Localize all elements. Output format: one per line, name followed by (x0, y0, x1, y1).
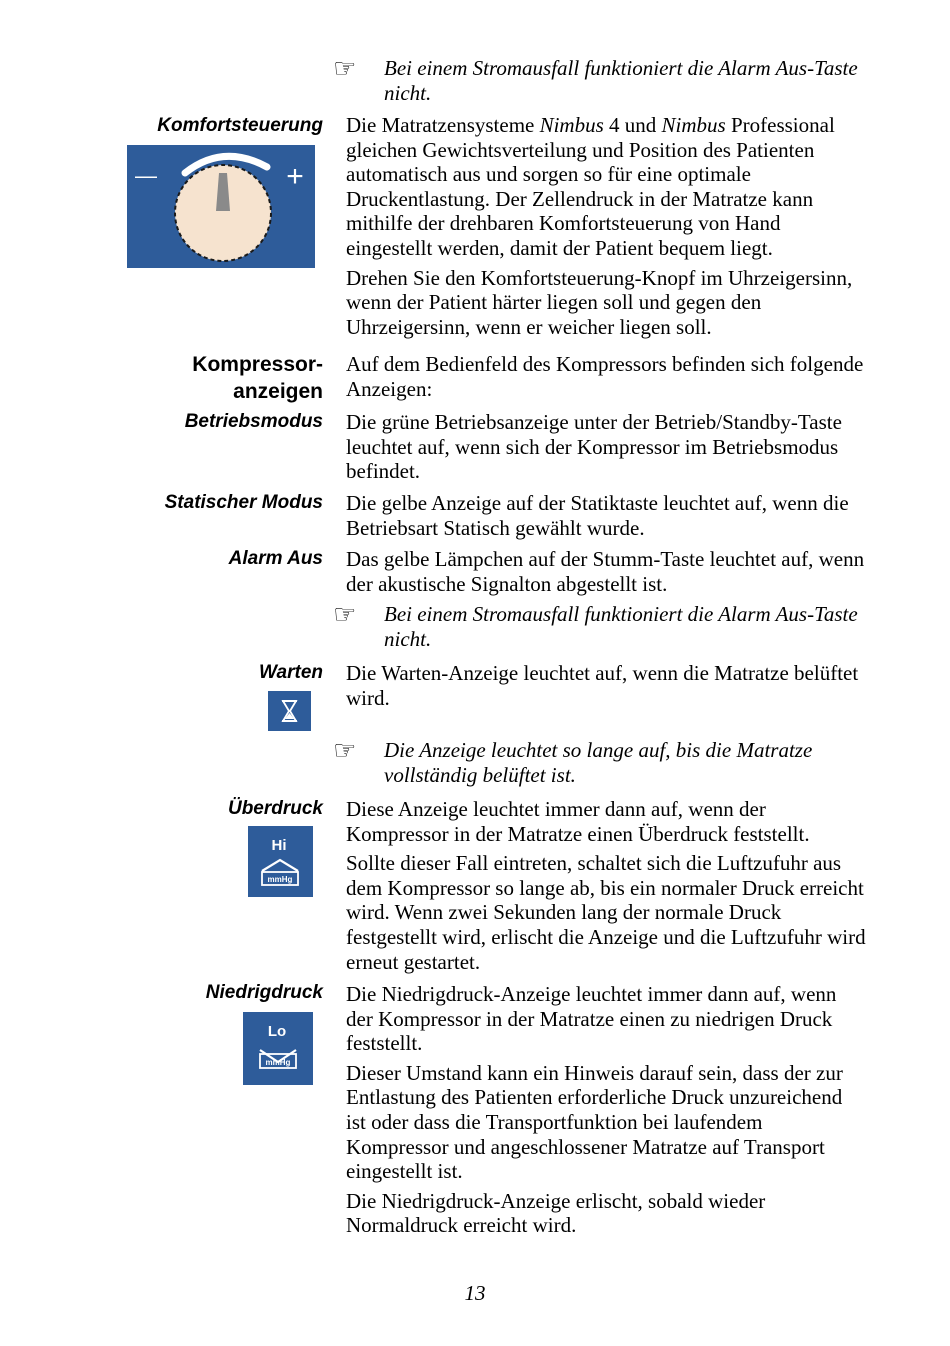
label-kompressoranzeigen (192, 351, 323, 405)
label-alarm-aus: Alarm Aus (228, 548, 323, 569)
komfort-paragraph-1 (346, 113, 866, 261)
dial-minus-label: — (135, 163, 157, 188)
pointing-hand-icon: ☞ (333, 600, 357, 630)
hourglass-icon (268, 691, 311, 731)
statischer-modus-text: Die gelbe Anzeige auf der Statiktaste leuchtet auf, wenn die Betriebsart Statisch gewählt wurde. (346, 491, 849, 540)
page-number: 13 (464, 1281, 486, 1305)
label-warten: Warten (258, 662, 323, 683)
komfort-text (346, 113, 866, 339)
niedrigdruck-paragraph-3: Die Niedrigdruck-Anzeige erlischt, sobald wieder Normaldruck erreicht wird. (346, 1188, 766, 1238)
label-line: Kompressor- (192, 353, 323, 376)
label-statischer-modus: Statischer Modus (164, 492, 323, 513)
kompressor-text: Auf dem Bedienfeld des Kompressors befinden sich folgende Anzeigen: (346, 352, 864, 401)
komfort-p1-part: Die Matratzensysteme (346, 113, 540, 137)
unit-label: mmHg (265, 1058, 291, 1067)
label-niedrigdruck: Niedrigdruck (205, 982, 323, 1003)
niedrigdruck-paragraph-1: Die Niedrigdruck-Anzeige leuchtet immer dann auf, wenn der Kompressor in der Matratze einen zu niedrigen Druck feststellt. (346, 982, 837, 1056)
warten-text: Die Warten-Anzeige leuchtet auf, wenn die Matratze belüftet wird. (346, 661, 859, 710)
nimbus-name: Nimbus (539, 113, 604, 137)
ueberdruck-text (346, 797, 866, 974)
label-betriebsmodus: Betriebsmodus (184, 411, 323, 432)
hi-label: Hi (271, 837, 287, 854)
betriebsmodus-text: Die grüne Betriebsanzeige unter der Betrieb/Standby-Taste leuchtet auf, wenn sich der Kompressor im Betriebsmodus befindet. (346, 410, 842, 484)
comfort-dial-icon (127, 145, 315, 268)
pointing-hand-icon: ☞ (333, 736, 357, 766)
label-line: anzeigen (233, 380, 323, 403)
alarm-aus-text: Das gelbe Lämpchen auf der Stumm-Taste leuchtet auf, wenn der akustische Signalton abgestellt ist. (346, 547, 865, 596)
high-pressure-icon (248, 826, 313, 897)
komfort-p1-part: Professional gleichen Gewichtsverteilung und Position des Patienten automatisch aus und sorgen so für eine optimale Druckentlastung. Der Zellendruck in der Matratze kann mithilfe der drehbaren Komfortsteuerung von Hand eingestellt werden, damit der Patient bequem liegt. (346, 113, 835, 260)
low-pressure-icon (243, 1012, 313, 1085)
ueberdruck-paragraph-2: Sollte dieser Fall eintreten, schaltet sich die Luftzufuhr aus dem Kompressor so lange ab, bis ein normaler Druck erreicht wird. Wenn zwei Sekunden lang der normale Druck festgestellt wird, erlischt die Anzeige und die Luftzufuhr wird erneut gestartet. (346, 851, 866, 974)
dial-plus-label: + (286, 160, 304, 193)
nimbus-name: Nimbus (661, 113, 726, 137)
unit-label: mmHg (267, 875, 293, 884)
label-komfortsteuerung: Komfortsteuerung (157, 115, 323, 136)
niedrigdruck-text (346, 982, 866, 1238)
niedrigdruck-paragraph-2: Dieser Umstand kann ein Hinweis darauf sein, dass der zur Entlastung des Patienten erforderliche Druck unzureichend ist oder dass die Transportfunktion bei laufendem Kompressor und angeschlossener Matratze auf Transport eingestellt ist. (346, 1060, 843, 1184)
label-ueberdruck: Überdruck (227, 798, 323, 819)
komfort-p1-part: 4 und (603, 113, 662, 137)
pointing-hand-icon: ☞ (333, 54, 357, 84)
komfort-paragraph-2: Drehen Sie den Komfortsteuerung-Knopf im Uhrzeigersinn, wenn der Patient härter liegen soll und gegen den Uhrzeigersinn, wenn er weicher liegen soll. (346, 265, 853, 339)
lo-label: Lo (267, 1023, 287, 1040)
note-power-failure-top: Bei einem Stromausfall funktioniert die Alarm Aus-Taste nicht. (384, 56, 858, 105)
ueberdruck-paragraph-1: Diese Anzeige leuchtet immer dann auf, wenn der Kompressor in der Matratze einen Überdruck feststellt. (346, 797, 810, 846)
note-power-failure-alarm: Bei einem Stromausfall funktioniert die Alarm Aus-Taste nicht. (384, 602, 858, 651)
note-display-lit: Die Anzeige leuchtet so lange auf, bis die Matratze vollständig belüftet ist. (384, 738, 813, 787)
